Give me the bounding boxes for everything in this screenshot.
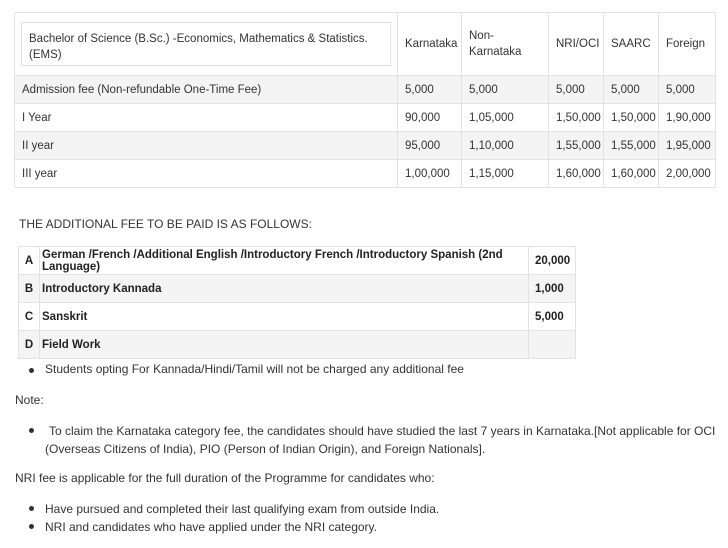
fee-table bbox=[14, 12, 716, 188]
fee-table-header bbox=[15, 13, 716, 76]
nri-list bbox=[14, 500, 714, 536]
program-name: Bachelor of Science (B.Sc.) -Economics, Mathematics & Statistics. (EMS) bbox=[21, 22, 391, 66]
row-letter: A bbox=[19, 247, 40, 275]
note-list bbox=[14, 422, 724, 458]
fee-amount bbox=[529, 331, 576, 359]
course-name: Introductory Kannada bbox=[40, 275, 529, 303]
fee-value: 5,000 bbox=[462, 76, 549, 104]
fee-amount: 20,000 bbox=[529, 247, 576, 275]
table-row bbox=[19, 331, 576, 359]
column-header-karnataka: Karnataka bbox=[398, 13, 462, 76]
list-item: Have pursued and completed their last qualifying exam from outside India. bbox=[14, 500, 714, 518]
list-item bbox=[14, 422, 724, 458]
column-header-foreign: Foreign bbox=[659, 13, 716, 76]
table-row bbox=[15, 104, 716, 132]
fee-value: 5,000 bbox=[549, 76, 604, 104]
program-cell bbox=[15, 13, 398, 76]
table-row bbox=[15, 160, 716, 188]
fee-value: 5,000 bbox=[398, 76, 462, 104]
course-name: Sanskrit bbox=[40, 303, 529, 331]
column-header-non-karnataka bbox=[462, 13, 549, 76]
note-line-1: To claim the Karnataka category fee, the candidates should have studied the last 7 years in Karnataka.[Not applicable for OCI bbox=[49, 424, 716, 438]
row-letter: C bbox=[19, 303, 40, 331]
fee-value: 1,50,000 bbox=[549, 104, 604, 132]
fee-value: 1,55,000 bbox=[604, 132, 659, 160]
fee-value: 1,00,000 bbox=[398, 160, 462, 188]
table-row bbox=[15, 76, 716, 104]
fee-value: 5,000 bbox=[659, 76, 716, 104]
table-row bbox=[19, 247, 576, 275]
fee-value: 5,000 bbox=[604, 76, 659, 104]
fee-value: 1,05,000 bbox=[462, 104, 549, 132]
course-name: German /French /Additional English /Introductory French /Introductory Spanish (2nd Language) bbox=[40, 247, 529, 275]
fee-value: 2,00,000 bbox=[659, 160, 716, 188]
row-label: Admission fee (Non-refundable One-Time Fee) bbox=[15, 76, 398, 104]
column-header-non-karnataka-text: Non-Karnataka bbox=[469, 30, 522, 58]
note-label: Note: bbox=[15, 393, 44, 407]
column-header-saarc: SAARC bbox=[604, 13, 659, 76]
additional-fee-table bbox=[18, 246, 576, 359]
fee-value: 1,15,000 bbox=[462, 160, 549, 188]
list-item: Students opting For Kannada/Hindi/Tamil will not be charged any additional fee bbox=[14, 362, 614, 376]
fee-amount: 1,000 bbox=[529, 275, 576, 303]
fee-value: 1,90,000 bbox=[659, 104, 716, 132]
row-letter: D bbox=[19, 331, 40, 359]
fee-value: 1,50,000 bbox=[604, 104, 659, 132]
row-label: II year bbox=[15, 132, 398, 160]
table-row bbox=[19, 303, 576, 331]
fee-value: 1,95,000 bbox=[659, 132, 716, 160]
fee-value: 90,000 bbox=[398, 104, 462, 132]
list-item: NRI and candidates who have applied under the NRI category. bbox=[14, 518, 714, 536]
row-label: I Year bbox=[15, 104, 398, 132]
fee-value: 95,000 bbox=[398, 132, 462, 160]
fee-value: 1,60,000 bbox=[604, 160, 659, 188]
fee-value: 1,60,000 bbox=[549, 160, 604, 188]
table-row bbox=[15, 132, 716, 160]
additional-fee-notes bbox=[14, 362, 614, 376]
fee-value: 1,55,000 bbox=[549, 132, 604, 160]
fee-value: 1,10,000 bbox=[462, 132, 549, 160]
additional-fee-heading: THE ADDITIONAL FEE TO BE PAID IS AS FOLLOWS: bbox=[19, 217, 312, 231]
row-label: III year bbox=[15, 160, 398, 188]
course-name: Field Work bbox=[40, 331, 529, 359]
row-letter: B bbox=[19, 275, 40, 303]
note-line-2: (Overseas Citizens of India), PIO (Person of Indian Origin), and Foreign Nationals]. bbox=[45, 442, 486, 456]
nri-intro: NRI fee is applicable for the full duration of the Programme for candidates who: bbox=[15, 471, 435, 485]
column-header-nri-oci: NRI/OCI bbox=[549, 13, 604, 76]
table-row bbox=[19, 275, 576, 303]
fee-amount: 5,000 bbox=[529, 303, 576, 331]
